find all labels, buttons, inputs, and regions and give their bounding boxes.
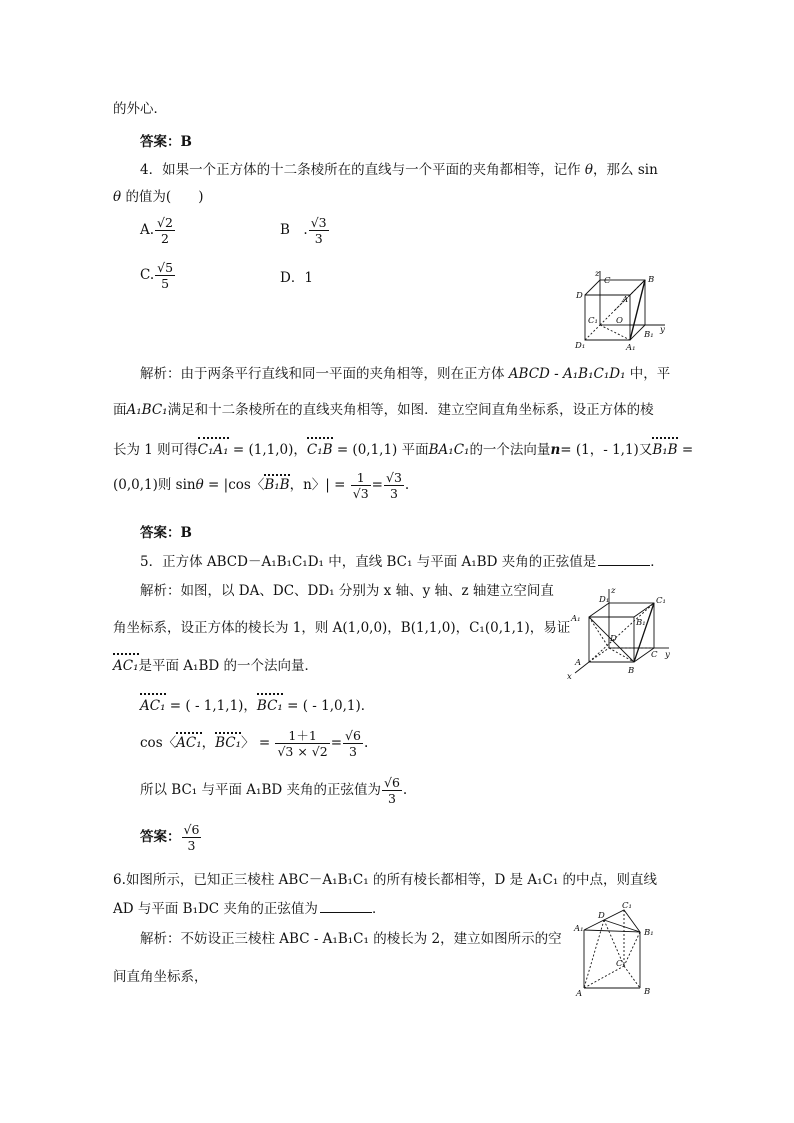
fig1-label-a1: A₁ — [626, 343, 636, 353]
fig1-label-y: y — [660, 325, 665, 335]
fig1-label-o: O — [616, 316, 623, 326]
fig1-label-z: z — [595, 269, 600, 279]
option-a: A. $\frac{√2}{2}$ — [140, 215, 173, 246]
solution-5-line-1: 解析：如图，以 DA、DC、DD₁ 分别为 x 轴、y 轴、z 轴建立空间直 — [140, 583, 554, 599]
question-6-stem-cont: AD 与平面 B₁DC 夹角的正弦值为 ． — [113, 898, 385, 919]
fig2-label-b: B — [628, 666, 635, 676]
answer-blank — [320, 898, 372, 913]
prism-figure — [572, 900, 662, 1000]
fig1-label-b: B — [648, 275, 655, 285]
answer-blank — [598, 551, 650, 566]
option-d: D．1 — [280, 270, 313, 286]
fig3-label-b1: B₁ — [644, 928, 654, 938]
fig3-label-d: D — [598, 911, 605, 921]
solution-4-line-3: 长为 1 则可得C₁A₁ = (1,1,0)，C₁B = (0,1,1) 平面BA₁C₁的一个法向量n= (1，- 1,1)又B₁B = — [113, 436, 693, 460]
fig1-label-a: A — [622, 295, 629, 305]
answer-label: 答案：B — [140, 525, 192, 541]
fig2-label-a: A — [575, 658, 582, 668]
cube-figure-2 — [565, 585, 675, 685]
answer-label: 答案： $\frac{√6}{3}$ — [140, 822, 200, 853]
solution-4-line-1: 解析：由于两条平行直线和同一平面的夹角相等，则在正方体 ABCD - A₁B₁C₁D₁ 中，平 — [140, 366, 671, 382]
fig2-label-c: C — [651, 650, 658, 660]
solution-6-line-1: 解析：不妨设正三棱柱 ABC - A₁B₁C₁ 的棱长为 2，建立如图所示的空 — [140, 931, 562, 947]
cube-figure-1 — [570, 268, 670, 363]
question-6-stem: 6.如图所示，已知正三棱柱 ABC－A₁B₁C₁ 的所有棱长都相等，D 是 A₁C₁ 的中点，则直线 — [113, 872, 658, 888]
fig2-label-x: x — [567, 672, 572, 682]
question-4-stem: 4．如果一个正方体的十二条棱所在的直线与一个平面的夹角都相等，记作 θ，那么 sin — [140, 162, 658, 178]
solution-5-line-3: AC₁是平面 A₁BD 的一个法向量． — [113, 652, 318, 676]
fig2-label-d1: D₁ — [599, 595, 610, 605]
solution-4-line-4: (0,0,1)则 sinθ = |cos〈B₁B，n〉| = $\frac{1}{√3}$ = $\frac{√3}{3}$ . — [113, 470, 410, 501]
option-b: B . $\frac{√3}{3}$ — [280, 215, 327, 246]
fig3-label-a: A — [576, 989, 583, 999]
fig2-label-c1: C₁ — [656, 596, 666, 606]
text-line: 的外心． — [113, 101, 167, 117]
solution-6-line-2: 间直角坐标系， — [113, 969, 208, 985]
question-4-stem-cont: θ 的值为( ) — [113, 189, 204, 205]
option-c: C. $\frac{√5}{5}$ — [140, 260, 174, 291]
fig3-label-c1: C₁ — [622, 901, 632, 911]
solution-4-line-2: 面A₁BC₁满足和十二条棱所在的直线夹角相等，如图．建立空间直角坐标系，设正方体的棱 — [113, 402, 654, 418]
fig1-label-d: D — [576, 291, 583, 301]
question-5-stem: 5．正方体 ABCD－A₁B₁C₁D₁ 中，直线 BC₁ 与平面 A₁BD 夹角的正弦值是 ． — [140, 551, 664, 572]
fig2-label-b1: B₁ — [636, 618, 646, 628]
fig2-label-a1: A₁ — [571, 614, 581, 624]
solution-5-cos: cos〈AC₁，BC₁〉 = $\frac{1+1}{√3 \times √2}$ = $\frac{√6}{3}$ . — [140, 728, 369, 759]
answer-label: 答案：B — [140, 134, 192, 150]
fig2-label-y: y — [665, 650, 670, 660]
fig1-label-c1: C₁ — [588, 316, 598, 326]
fig1-label-d1: D₁ — [575, 341, 586, 351]
solution-5-conclusion: 所以 BC₁ 与平面 A₁BD 夹角的正弦值为 $\frac{√6}{3}$ . — [140, 775, 408, 806]
fig2-label-z: z — [611, 586, 616, 596]
fig1-label-b1: B₁ — [644, 330, 654, 340]
fig3-label-c: C — [616, 959, 623, 969]
fig1-label-c: C — [604, 276, 611, 286]
fig2-label-d: D — [610, 634, 617, 644]
solution-5-line-4: AC₁ = ( - 1,1,1)，BC₁ = ( - 1,0,1)． — [140, 692, 374, 716]
fig3-label-b: B — [644, 987, 651, 997]
fig3-label-a1: A₁ — [574, 924, 584, 934]
solution-5-line-2: 角坐标系，设正方体的棱长为 1，则 A(1,0,0)，B(1,1,0)，C₁(0,1,1)，易证 — [113, 620, 571, 636]
